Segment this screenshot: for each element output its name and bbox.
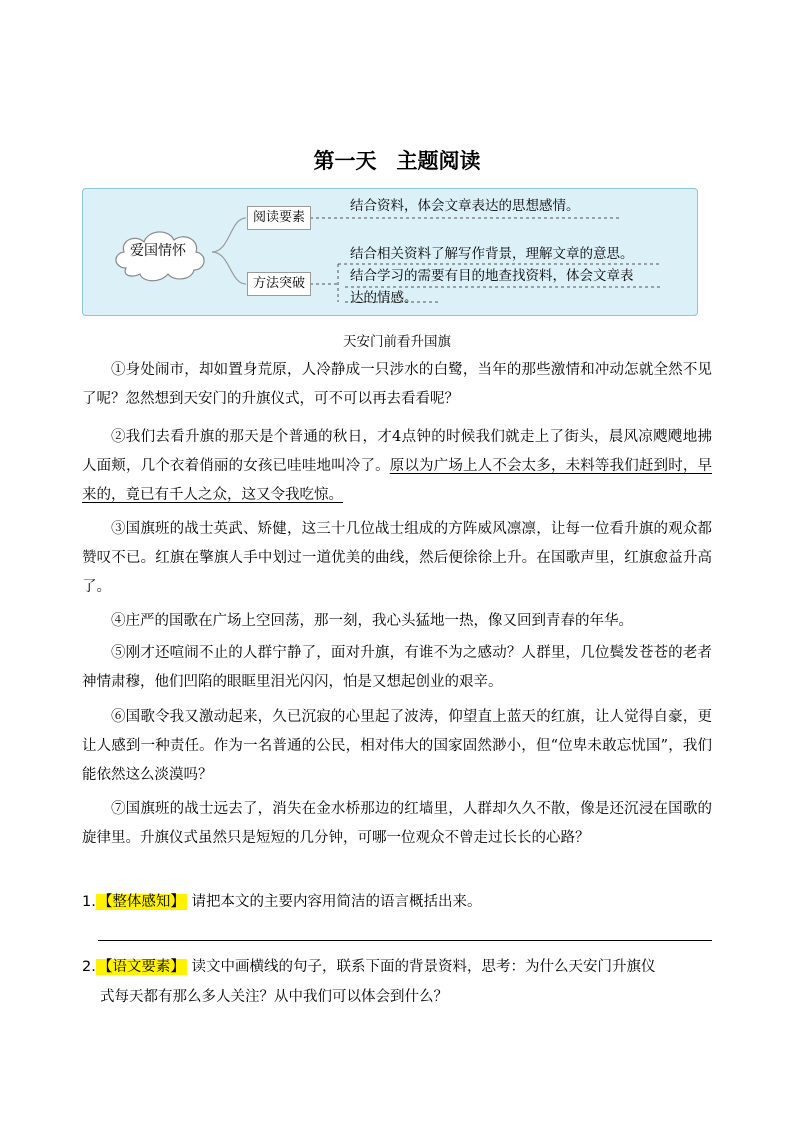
question-2 bbox=[82, 952, 722, 1012]
underlined-sentence: 原以为广场上人不会太多，未料等我们赶到时，早来的，竟已有千人之众，这又令我吃惊。 bbox=[82, 458, 712, 503]
paragraph-1: ①身处闹市，却如置身荒原，人冷静成一只涉水的白鹭，当年的那些激情和冲动怎就全然不见了呢？忽然想到天安门的升旗仪式，可不可以再去看看呢？ bbox=[82, 362, 712, 407]
method-text-1: 结合相关资料了解写作背景，理解文章的意思。 bbox=[350, 246, 634, 262]
method-tag: 方法突破 bbox=[247, 272, 311, 296]
theme-label: 爱国情怀 bbox=[130, 243, 186, 259]
question-tag: 【语文要素】 bbox=[97, 959, 185, 975]
title-day: 第一天 bbox=[313, 149, 377, 173]
question-text: 请把本文的主要内容用简洁的语言概括出来。 bbox=[186, 894, 482, 910]
page-title bbox=[0, 145, 794, 175]
question-number: 1. bbox=[82, 894, 96, 910]
answer-line[interactable] bbox=[98, 940, 712, 941]
question-number: 2. bbox=[82, 959, 96, 975]
reading-element-tag: 阅读要素 bbox=[247, 206, 311, 230]
paragraph-2-text: ②我们去看升旗的那天是个普通的秋日，才4点钟的时候我们就走上了街头，晨风凉飕飕地拂人面颊，几个衣着俏丽的女孩已哇哇地叫冷了。 bbox=[82, 429, 712, 474]
question-tag: 【整体感知】 bbox=[97, 894, 185, 910]
paragraph-5: ⑤刚才还喧闹不止的人群宁静了，面对升旗，有谁不为之感动？人群里，几位鬓发苍苍的老者神情肃穆，他们凹陷的眼眶里泪光闪闪，怕是又想起创业的艰辛。 bbox=[82, 645, 712, 690]
question-text-cont: 式每天都有那么多人关注？从中我们可以体会到什么？ bbox=[100, 989, 448, 1005]
question-1 bbox=[82, 887, 722, 917]
method-text-2b: 达的情感。 bbox=[350, 290, 418, 306]
method-text-2a: 结合学习的需要有目的地查找资料，体会文章表 bbox=[350, 268, 634, 284]
paragraph-7: ⑦国旗班的战士远去了，消失在金水桥那边的红墙里，人群却久久不散，像是还沉浸在国歌的旋律里。升旗仪式虽然只是短短的几分钟，可哪一位观众不曾走过长长的心路？ bbox=[82, 801, 712, 846]
paragraph-3: ③国旗班的战士英武、矫健，这三十几位战士组成的方阵威风凛凛，让每一位看升旗的观众都赞叹不已。红旗在擎旗人手中划过一道优美的曲线，然后便徐徐上升。在国歌声里，红旗愈益升高了。 bbox=[82, 521, 712, 595]
paragraph-2 bbox=[82, 423, 712, 510]
paragraph-6: ⑥国歌令我又激动起来，久已沉寂的心里起了波涛，仰望直上蓝天的红旗，让人觉得自豪，更让人感到一种责任。作为一名普通的公民，相对伟大的国家固然渺小，但“位卑未敢忘忧国”，我们能依然这么淡漠吗？ bbox=[82, 709, 712, 783]
element-text: 结合资料，体会文章表达的思想感情。 bbox=[350, 198, 580, 214]
article-title: 天安门前看升国旗 bbox=[343, 334, 451, 350]
paragraph-4: ④庄严的国歌在广场上空回荡，那一刻，我心头猛地一热，像又回到青春的年华。 bbox=[111, 613, 633, 629]
title-topic: 主题阅读 bbox=[396, 149, 481, 173]
question-text: 读文中画横线的句子，联系下面的背景资料，思考：为什么天安门升旗仪 bbox=[186, 959, 656, 975]
